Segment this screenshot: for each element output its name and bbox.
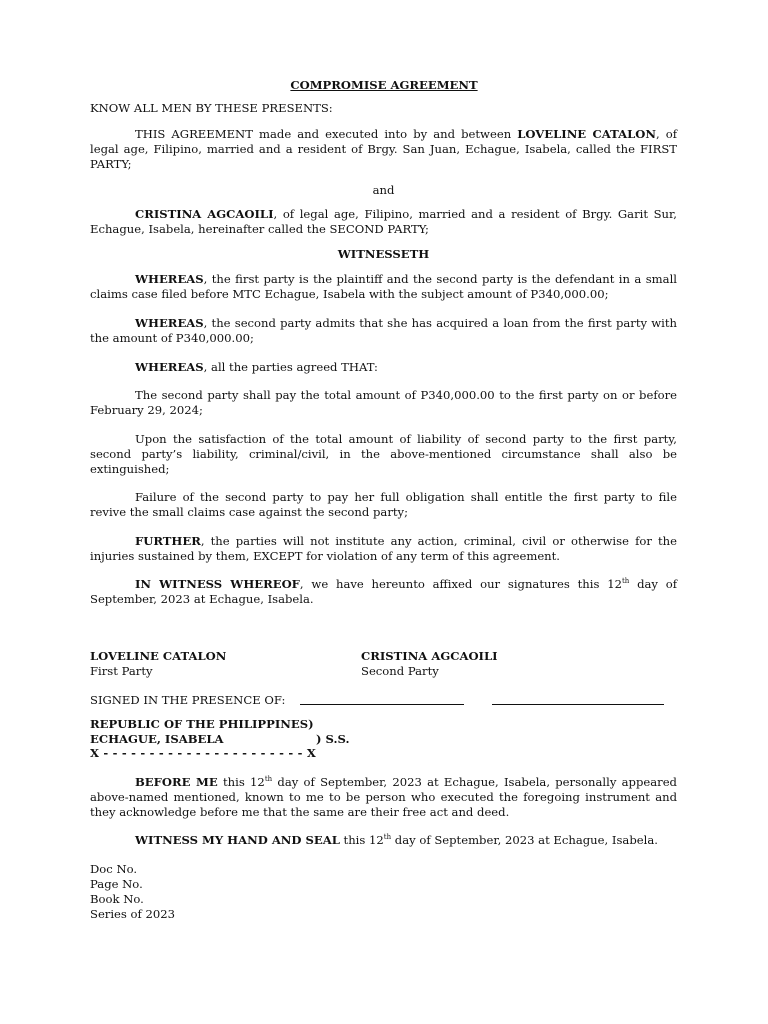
- notary-details: [90, 862, 175, 922]
- signatory-name: LOVELINE CATALON: [90, 649, 227, 663]
- first-party-name: LOVELINE CATALON: [517, 127, 656, 141]
- witnesseth-heading: WITNESSETH: [337, 247, 430, 261]
- witness-hand-paragraph: WITNESS MY HAND AND SEAL this 12th day of September, 2023 at Echague, Isabela.: [135, 833, 658, 847]
- document-title: COMPROMISE AGREEMENT: [290, 78, 478, 92]
- witness-signature-line-2: [492, 693, 664, 705]
- signatory-role: First Party: [90, 664, 153, 678]
- venue-separator: X - - - - - - - - - - - - - - - - - - - - - - X: [90, 746, 317, 760]
- term-paragraph-2: Upon the satisfaction of the total amount of liability of second party to the first party, second party’s liability, criminal/civil, in the above-mentioned circumstance shall also be extinguished;: [90, 432, 677, 476]
- witness-signature-line-1: [300, 693, 464, 705]
- second-party-paragraph: CRISTINA AGCAOILI, of legal age, Filipino, married and a resident of Brgy. Garit Sur, Echague, Isabela, hereinafter called the SECOND PARTY;: [90, 207, 677, 236]
- page-no: Page No.: [90, 877, 143, 891]
- opening-line: KNOW ALL MEN BY THESE PRESENTS:: [90, 101, 333, 115]
- term-paragraph-3: Failure of the second party to pay her full obligation shall entitle the first party to file revive the small claims case against the second party;: [90, 490, 677, 519]
- term-paragraph-1: The second party shall pay the total amount of P340,000.00 to the first party on or before February 29, 2024;: [90, 388, 677, 417]
- whereas-paragraph-2: WHEREAS, the second party admits that she has acquired a loan from the first party with the amount of P340,000.00;: [90, 316, 677, 345]
- further-paragraph: FURTHER, the parties will not institute any action, criminal, civil or otherwise for the injuries sustained by them, EXCEPT for violation of any term of this agreement.: [90, 534, 677, 563]
- venue-ss: ) S.S.: [316, 732, 350, 746]
- signatory-name: CRISTINA AGCAOILI: [361, 649, 498, 663]
- signed-presence-label: SIGNED IN THE PRESENCE OF:: [90, 693, 286, 707]
- before-me-paragraph: BEFORE ME this 12th day of September, 2023 at Echague, Isabela, personally appeared above-named mentioned, known to me to be person who executed the foregoing instrument and they acknowledge before me that the same are their free act and deed.: [90, 775, 677, 819]
- doc-no: Doc No.: [90, 862, 138, 876]
- whereas-paragraph-3: WHEREAS, all the parties agreed THAT:: [135, 360, 378, 374]
- signatory-second-party: [361, 649, 498, 679]
- second-party-name: CRISTINA AGCAOILI: [135, 207, 274, 221]
- signatory-first-party: [90, 649, 226, 679]
- venue-country: REPUBLIC OF THE PHILIPPINES): [90, 717, 314, 731]
- intro-paragraph: THIS AGREEMENT made and executed into by and between LOVELINE CATALON, of legal age, Filipino, married and a resident of Brgy. San Juan, Echague, Isabela, called the FIRST PARTY;: [90, 127, 677, 171]
- series: Series of 2023: [90, 907, 176, 921]
- venue-municipality: ECHAGUE, ISABELA: [90, 732, 224, 746]
- in-witness-paragraph: IN WITNESS WHEREOF, we have hereunto affixed our signatures this 12th day of September, 2023 at Echague, Isabela.: [90, 577, 678, 606]
- and-line: and: [372, 183, 395, 197]
- book-no: Book No.: [90, 892, 144, 906]
- whereas-paragraph-1: WHEREAS, the first party is the plaintiff and the second party is the defendant in a small claims case filed before MTC Echague, Isabela with the subject amount of P340,000.00;: [90, 272, 677, 301]
- signatory-role: Second Party: [361, 664, 439, 678]
